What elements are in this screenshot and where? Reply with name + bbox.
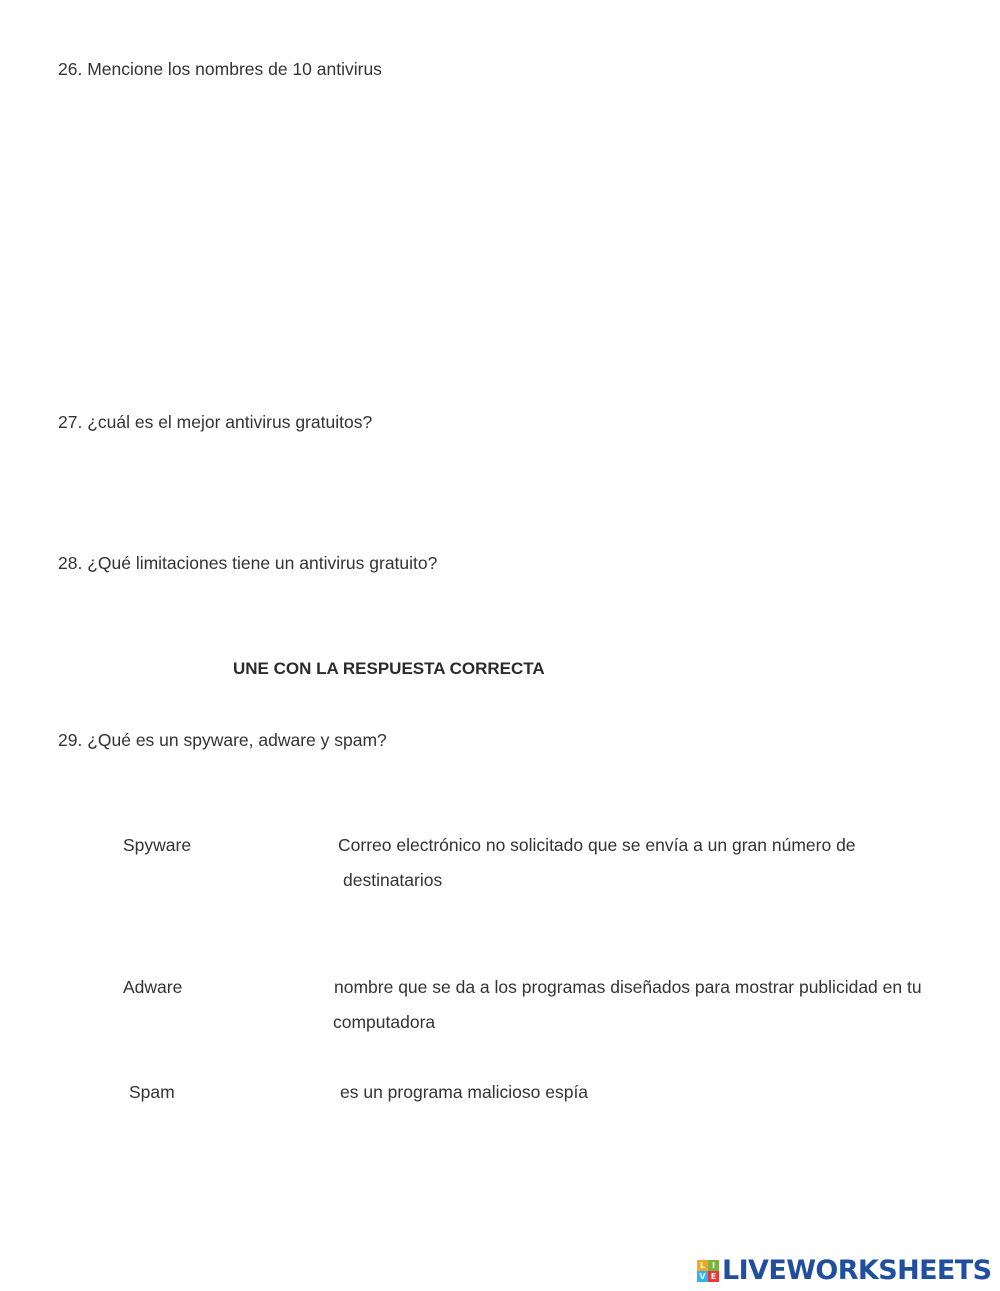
badge-letter: I — [708, 1260, 719, 1271]
question-27: 27. ¿cuál es el mejor antivirus gratuitos? — [58, 412, 373, 432]
term-spam[interactable]: Spam — [129, 1082, 175, 1102]
question-26: 26. Mencione los nombres de 10 antivirus — [58, 59, 382, 79]
live-badge-icon — [697, 1260, 719, 1282]
badge-letter: V — [697, 1271, 708, 1282]
liveworksheets-logo — [697, 1256, 991, 1286]
definition-line: Correo electrónico no solicitado que se envía a un gran número de — [338, 835, 856, 855]
term-spyware[interactable]: Spyware — [123, 835, 192, 855]
question-29: 29. ¿Qué es un spyware, adware y spam? — [58, 730, 387, 750]
badge-letter: E — [708, 1271, 719, 1282]
question-28: 28. ¿Qué limitaciones tiene un antivirus gratuito? — [58, 553, 438, 573]
definition-line: computadora — [333, 1012, 436, 1032]
logo-text: LIVEWORKSHEETS — [722, 1255, 992, 1286]
definition-line: es un programa malicioso espía — [340, 1082, 589, 1102]
term-adware[interactable]: Adware — [123, 977, 183, 997]
badge-letter: L — [697, 1260, 708, 1271]
definition-line: nombre que se da a los programas diseñados para mostrar publicidad en tu — [334, 977, 922, 997]
definition-line: destinatarios — [343, 870, 443, 890]
section-heading: UNE CON LA RESPUESTA CORRECTA — [233, 659, 545, 678]
